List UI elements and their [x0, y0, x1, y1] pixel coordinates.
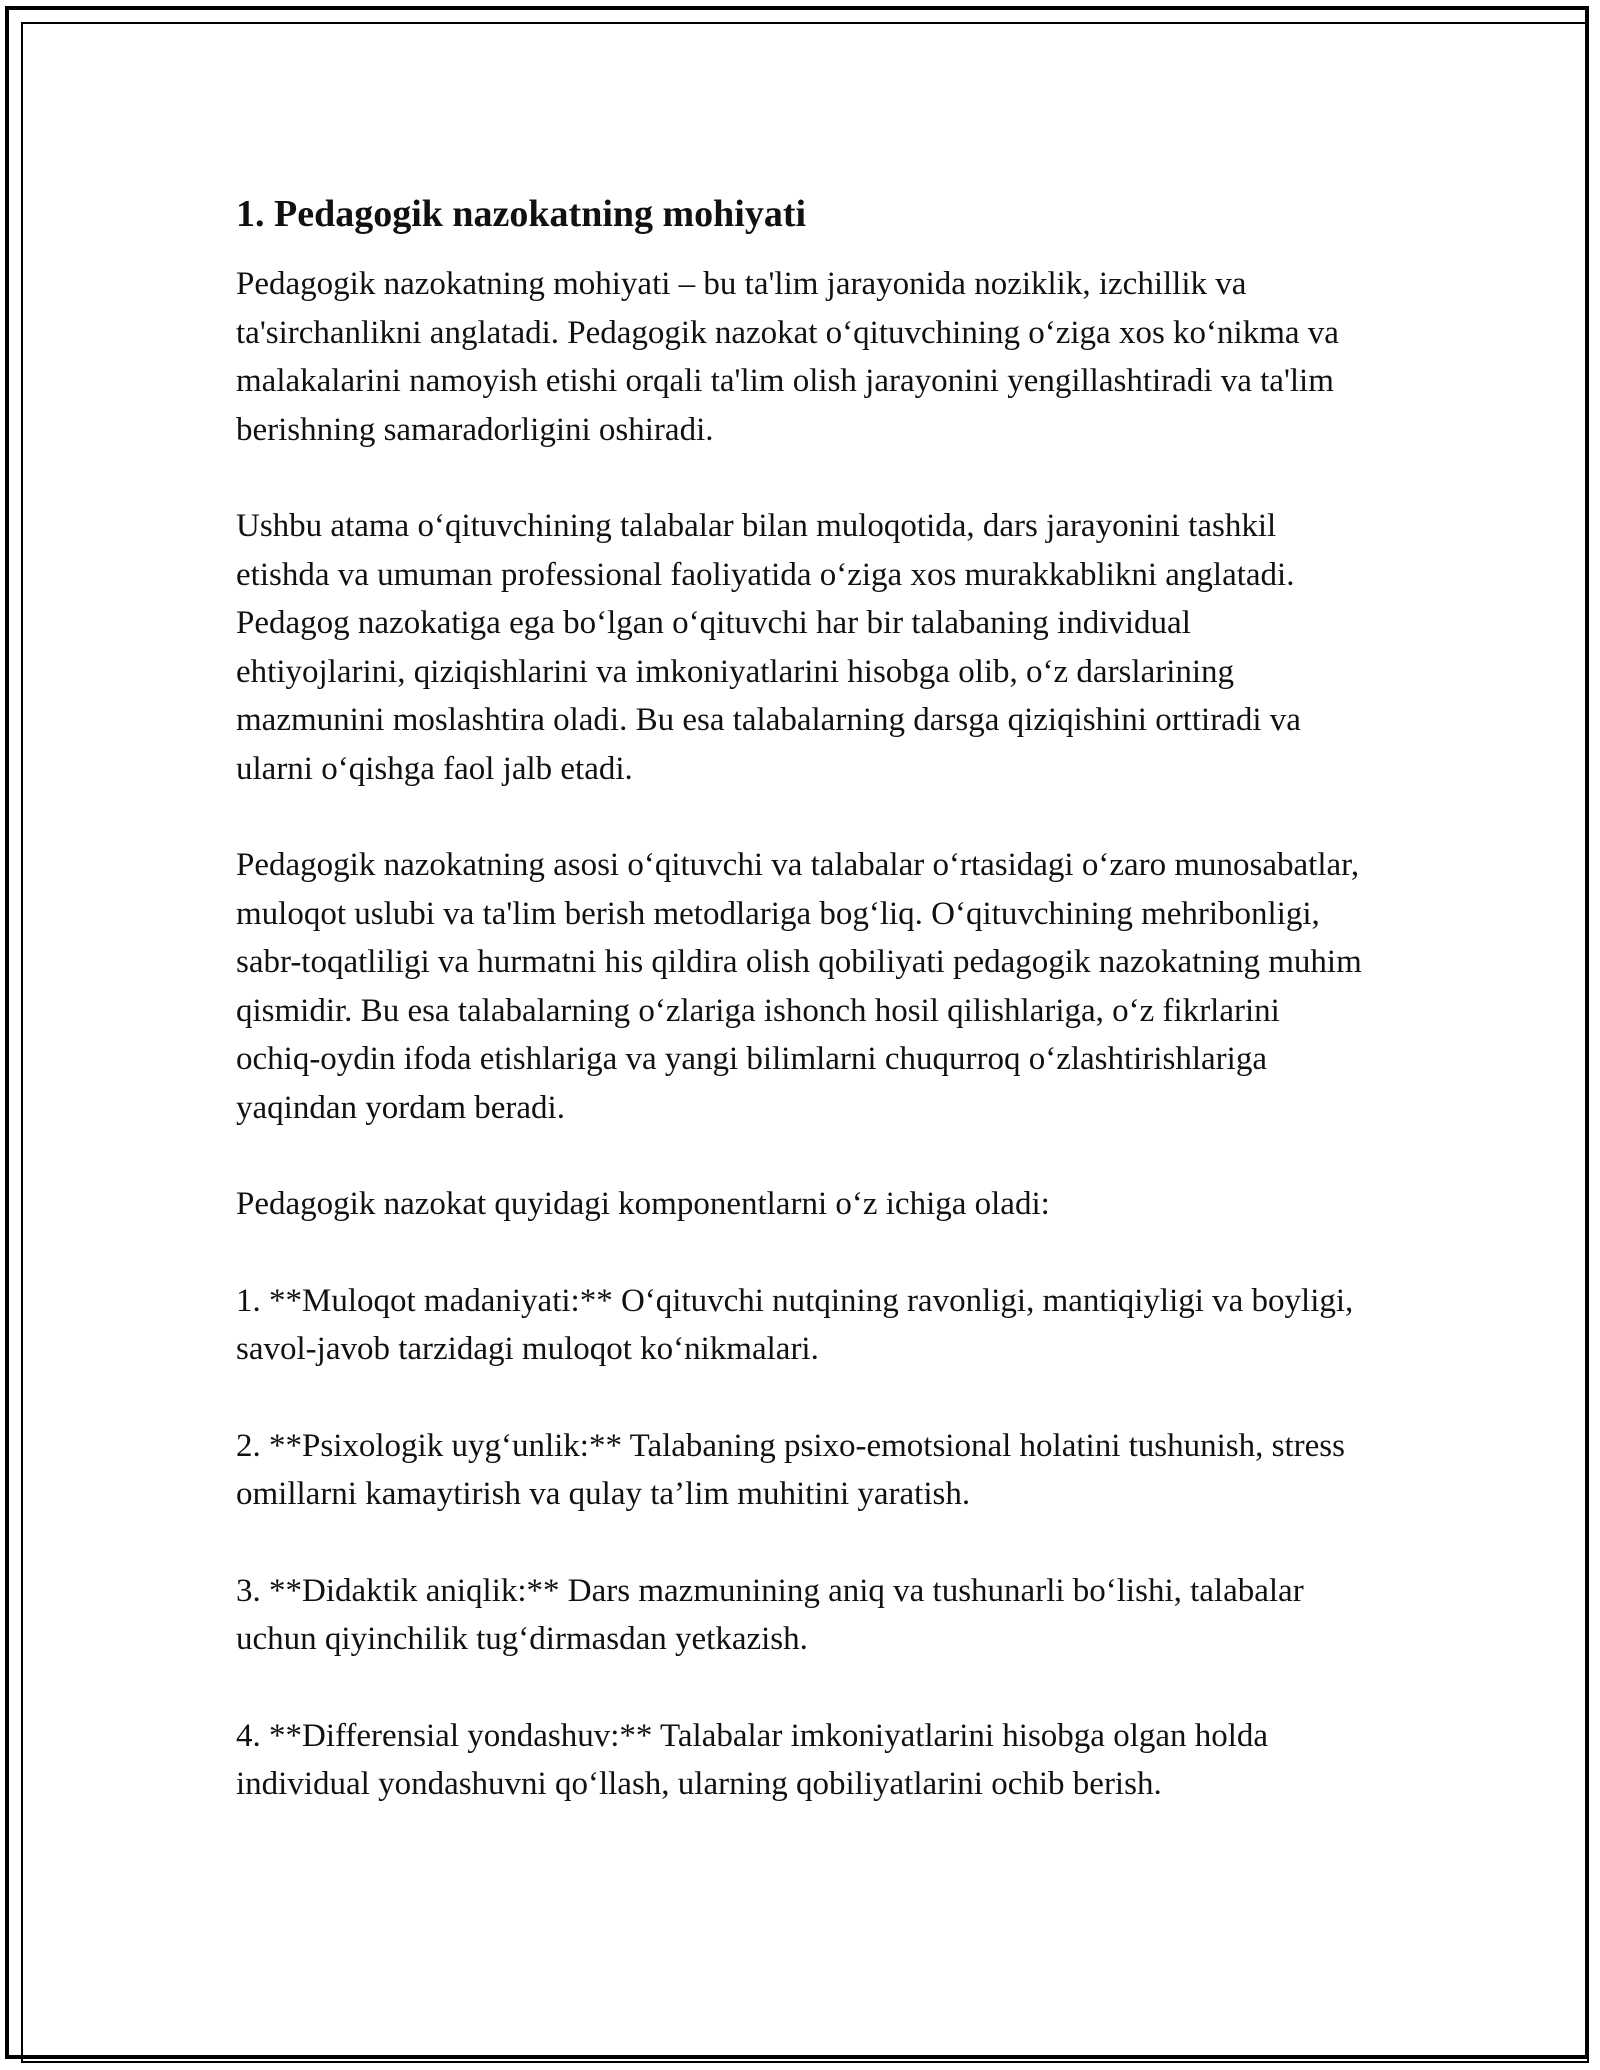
component-item-4: 4. **Differensial yondashuv:** Talabalar imkoniyatlarini hisobga olgan holda individual yondashuvni qo‘llash, ularning qobiliyatlarini ochib berish. [236, 1717, 1269, 1802]
paragraph-3: Pedagogik nazokatning asosi o‘qituvchi va talabalar o‘rtasidagi o‘zaro munosabatlar, muloqot uslubi va ta'lim berish metodlariga bog‘liq. O‘qituvchining mehribonligi, sabr-toqatliligi va hurmatni his qildira olish qobiliyati pedagogik nazokatning muhim qismidir. Bu esa talabalarning o‘zlariga ishonch hosil qilishlariga, o‘z fikrlarini ochiq-oydin ifoda etishlariga va yangi bilimlarni chuqurroq o‘zlashtirishlariga yaqindan yordam beradi. [236, 847, 1362, 1126]
document-title: 1. Pedagogik nazokatning mohiyati [236, 193, 807, 235]
paragraph-1: Pedagogik nazokatning mohiyati – bu ta'lim jarayonida noziklik, izchillik va ta'sirchanlikni anglatadi. Pedagogik nazokat o‘qituvchining o‘ziga xos ko‘nikma va malakalarini namoyish etishi orqali ta'lim olish jarayonini yengillashtiradi va ta'lim berishning samaradorligini oshiradi. [236, 266, 1339, 448]
document-body [236, 186, 1366, 1809]
component-item-2: 2. **Psixologik uyg‘unlik:** Talabaning psixo-emotsional holatini tushunish, stress omillarni kamaytirish va qulay ta’lim muhitini yaratish. [236, 1427, 1345, 1512]
components-intro: Pedagogik nazokat quyidagi komponentlarni o‘z ichiga oladi: [236, 1186, 1050, 1222]
component-item-3: 3. **Didaktik aniqlik:** Dars mazmunining aniq va tushunarli bo‘lishi, talabalar uchun qiyinchilik tug‘dirmasdan yetkazish. [236, 1572, 1304, 1657]
paragraph-2: Ushbu atama o‘qituvchining talabalar bilan muloqotida, dars jarayonini tashkil etishda va umuman professional faoliyatida o‘ziga xos murakkablikni anglatadi. Pedagog nazokatiga ega bo‘lgan o‘qituvchi har bir talabaning individual ehtiyojlarini, qiziqishlarini va imkoniyatlarini hisobga olib, o‘z darslarining mazmunini moslashtira oladi. Bu esa talabalarning darsga qiziqishini orttiradi va ularni o‘qishga faol jalb etadi. [236, 508, 1301, 787]
component-item-1: 1. **Muloqot madaniyati:** O‘qituvchi nutqining ravonligi, mantiqiyligi va boyligi, savol-javob tarzidagi muloqot ko‘nikmalari. [236, 1282, 1354, 1367]
